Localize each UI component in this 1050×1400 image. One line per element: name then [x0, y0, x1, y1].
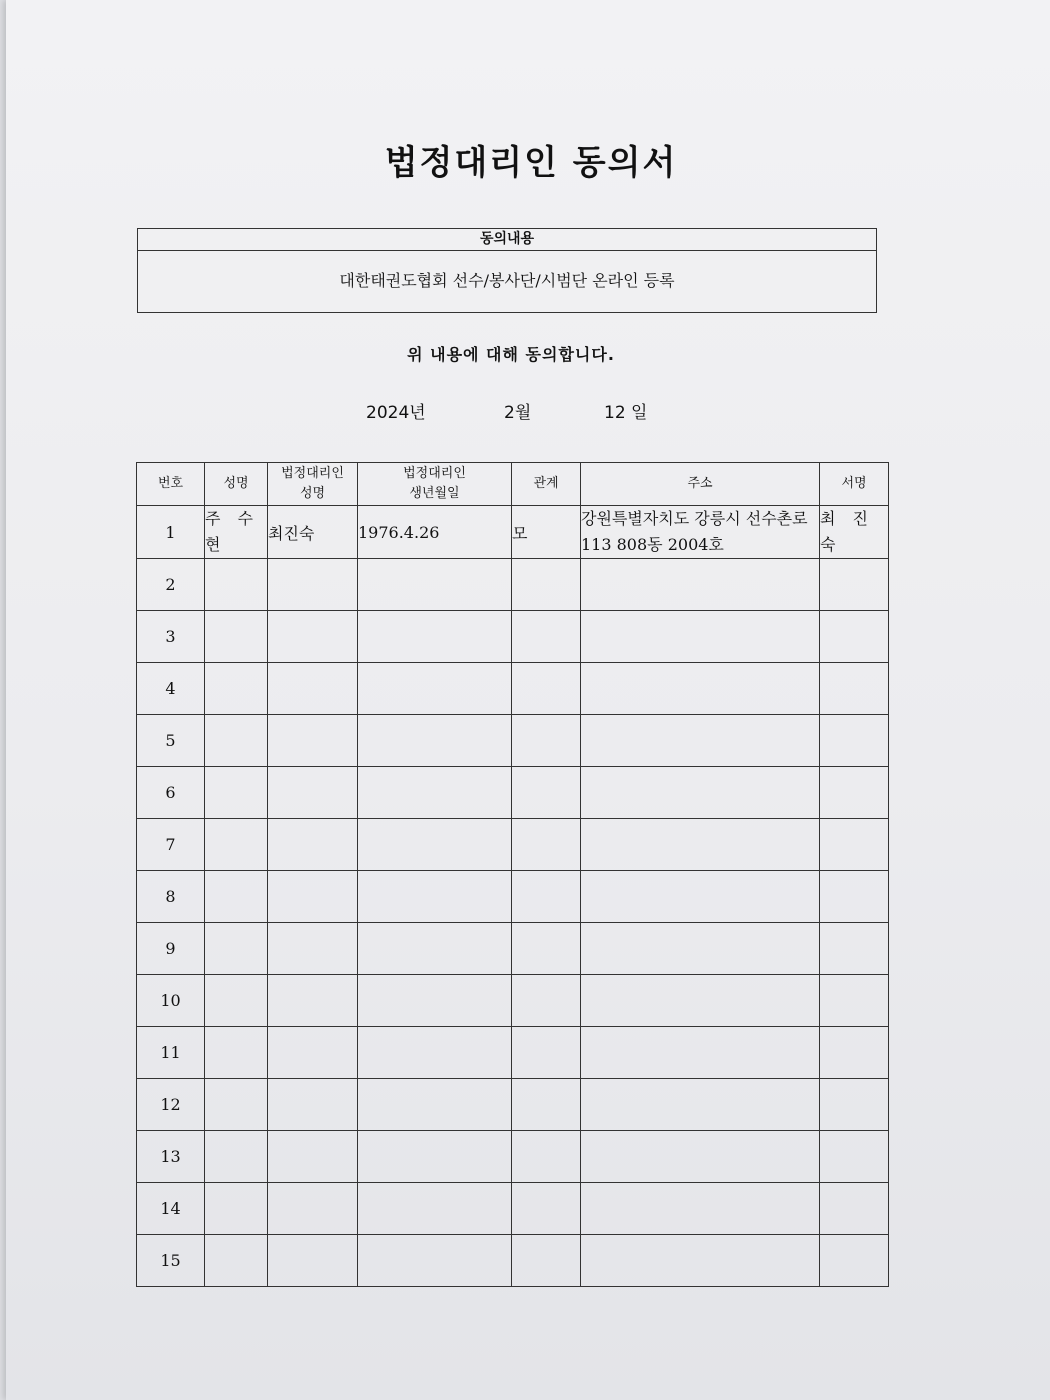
date-year: 2024년 — [366, 403, 426, 423]
row-signature — [820, 819, 889, 871]
row-rep-birth — [358, 611, 512, 663]
row-number: 5 — [137, 715, 205, 767]
row-rep-name — [268, 975, 358, 1027]
row-number: 12 — [137, 1079, 205, 1131]
row-address — [581, 715, 820, 767]
row-relation — [512, 663, 581, 715]
table-row — [137, 975, 889, 1027]
row-rep-name — [268, 871, 358, 923]
header-rep-birth — [358, 463, 512, 506]
representative-table — [136, 462, 889, 1287]
row-name — [205, 1183, 268, 1235]
row-address — [581, 1131, 820, 1183]
row-relation — [512, 1235, 581, 1287]
row-signature — [820, 1079, 889, 1131]
row-address — [581, 1079, 820, 1131]
row-name — [205, 1079, 268, 1131]
row-signature — [820, 611, 889, 663]
table-row — [137, 1235, 889, 1287]
row-name — [205, 1027, 268, 1079]
row-rep-birth — [358, 975, 512, 1027]
row-rep-name — [268, 1235, 358, 1287]
row-rep-birth — [358, 663, 512, 715]
row-name — [205, 923, 268, 975]
row-signature — [820, 975, 889, 1027]
row-address — [581, 1235, 820, 1287]
table-row — [137, 767, 889, 819]
row-number: 13 — [137, 1131, 205, 1183]
row-name — [205, 871, 268, 923]
row-number: 2 — [137, 559, 205, 611]
date-day: 12 일 — [604, 403, 648, 423]
row-rep-name — [268, 1027, 358, 1079]
row-name — [205, 1235, 268, 1287]
table-row — [137, 663, 889, 715]
row-rep-birth — [358, 871, 512, 923]
row-signature — [820, 871, 889, 923]
row-address: 강원특별자치도 강릉시 선수촌로 113 808동 2004호 — [581, 506, 820, 559]
row-address — [581, 871, 820, 923]
row-number: 3 — [137, 611, 205, 663]
row-signature — [820, 1235, 889, 1287]
row-number: 9 — [137, 923, 205, 975]
row-rep-name — [268, 1131, 358, 1183]
row-address — [581, 1183, 820, 1235]
row-number: 15 — [137, 1235, 205, 1287]
row-rep-name — [268, 611, 358, 663]
row-rep-name — [268, 559, 358, 611]
row-signature — [820, 663, 889, 715]
table-row — [137, 819, 889, 871]
row-name — [205, 975, 268, 1027]
row-rep-birth — [358, 559, 512, 611]
header-rep-name-line1: 법정대리인 — [281, 466, 344, 481]
header-no: 번호 — [137, 463, 205, 506]
row-rep-birth — [358, 715, 512, 767]
table-row — [137, 1079, 889, 1131]
row-address — [581, 611, 820, 663]
row-relation — [512, 559, 581, 611]
row-signature — [820, 715, 889, 767]
row-rep-birth — [358, 767, 512, 819]
row-rep-birth — [358, 1079, 512, 1131]
row-name — [205, 767, 268, 819]
table-row — [137, 715, 889, 767]
row-signature — [820, 1183, 889, 1235]
header-signature: 서명 — [820, 463, 889, 506]
row-relation — [512, 1079, 581, 1131]
row-relation — [512, 611, 581, 663]
row-name — [205, 663, 268, 715]
table-row — [137, 559, 889, 611]
row-number: 10 — [137, 975, 205, 1027]
row-relation — [512, 871, 581, 923]
row-relation — [512, 1183, 581, 1235]
row-signature — [820, 1131, 889, 1183]
consent-header: 동의내용 — [138, 229, 876, 251]
row-relation — [512, 1027, 581, 1079]
row-address — [581, 559, 820, 611]
row-rep-birth — [358, 1131, 512, 1183]
table-row — [137, 923, 889, 975]
row-rep-name — [268, 663, 358, 715]
row-rep-birth: 1976.4.26 — [358, 506, 512, 559]
table-row — [137, 1027, 889, 1079]
row-rep-name — [268, 923, 358, 975]
row-relation — [512, 767, 581, 819]
row-number: 14 — [137, 1183, 205, 1235]
row-relation: 모 — [512, 506, 581, 559]
row-rep-birth — [358, 1027, 512, 1079]
row-rep-name — [268, 819, 358, 871]
row-address — [581, 767, 820, 819]
row-rep-birth — [358, 923, 512, 975]
row-address — [581, 975, 820, 1027]
date-month: 2월 — [504, 403, 532, 423]
document-title: 법정대리인 동의서 — [384, 143, 678, 183]
row-relation — [512, 715, 581, 767]
header-rep-birth-line2: 생년월일 — [409, 486, 460, 501]
row-address — [581, 1027, 820, 1079]
row-rep-birth — [358, 1235, 512, 1287]
table-row — [137, 1183, 889, 1235]
row-relation — [512, 975, 581, 1027]
row-name — [205, 559, 268, 611]
consent-box — [137, 228, 877, 313]
header-rep-name-line2: 성명 — [299, 486, 326, 501]
header-address: 주소 — [581, 463, 820, 506]
document-page — [6, 0, 1050, 1400]
row-signature — [820, 559, 889, 611]
table-row — [137, 506, 889, 559]
row-relation — [512, 923, 581, 975]
row-name — [205, 611, 268, 663]
row-signature — [820, 1027, 889, 1079]
row-signature — [820, 767, 889, 819]
row-rep-birth — [358, 819, 512, 871]
table-row — [137, 611, 889, 663]
row-rep-name: 최진숙 — [268, 506, 358, 559]
row-number: 6 — [137, 767, 205, 819]
row-name — [205, 1131, 268, 1183]
row-number: 4 — [137, 663, 205, 715]
row-rep-name — [268, 715, 358, 767]
row-signature — [820, 923, 889, 975]
row-relation — [512, 819, 581, 871]
row-rep-name — [268, 1079, 358, 1131]
row-number: 7 — [137, 819, 205, 871]
row-number: 8 — [137, 871, 205, 923]
header-rep-name — [268, 463, 358, 506]
row-address — [581, 819, 820, 871]
row-rep-name — [268, 767, 358, 819]
row-number: 1 — [137, 506, 205, 559]
row-name: 주 수 현 — [205, 506, 268, 559]
row-name — [205, 715, 268, 767]
header-name: 성명 — [205, 463, 268, 506]
row-number: 11 — [137, 1027, 205, 1079]
consent-content: 대한태권도협회 선수/봉사단/시범단 온라인 등록 — [339, 271, 675, 290]
header-relation: 관계 — [512, 463, 581, 506]
table-header-row — [137, 463, 889, 506]
row-signature: 최 진 숙 — [820, 506, 889, 559]
row-address — [581, 663, 820, 715]
agreement-statement: 위 내용에 대해 동의합니다. — [407, 345, 615, 364]
table-row — [137, 1131, 889, 1183]
row-rep-name — [268, 1183, 358, 1235]
row-rep-birth — [358, 1183, 512, 1235]
row-address — [581, 923, 820, 975]
row-relation — [512, 1131, 581, 1183]
table-row — [137, 871, 889, 923]
header-rep-birth-line1: 법정대리인 — [403, 466, 466, 481]
row-name — [205, 819, 268, 871]
